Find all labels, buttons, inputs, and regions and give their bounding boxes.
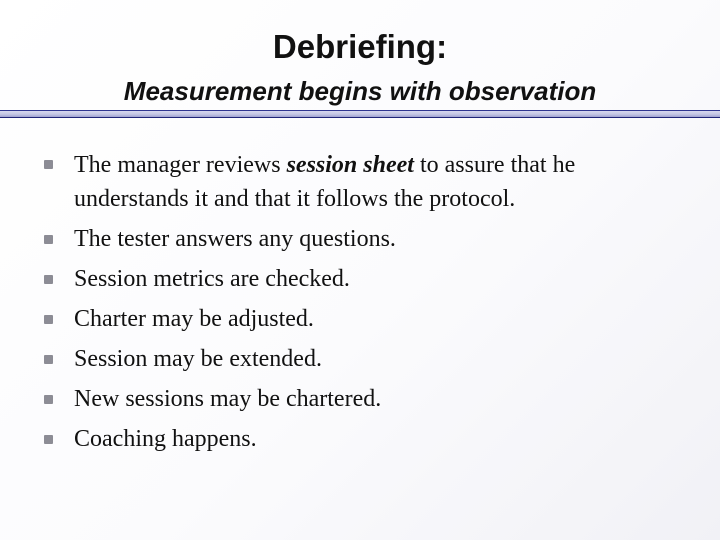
square-bullet-icon (44, 315, 53, 324)
square-bullet-icon (44, 275, 53, 284)
slide-subtitle: Measurement begins with observation (123, 76, 597, 106)
bullet-emphasis: session sheet (286, 152, 414, 178)
bullet-item (44, 379, 684, 419)
square-bullet-icon (44, 355, 53, 364)
title-divider (0, 110, 720, 118)
bullet-item (44, 339, 684, 379)
bullet-text: Session metrics are checked. (74, 266, 350, 292)
bullet-text: Session may be extended. (74, 346, 322, 372)
bullet-item (44, 145, 684, 219)
bullet-item (44, 419, 684, 459)
bullet-text: Charter may be adjusted. (74, 306, 314, 332)
bullet-item (44, 219, 684, 259)
bullet-item (44, 259, 684, 299)
bullet-item (44, 299, 684, 339)
slide-title: Debriefing: (272, 28, 448, 65)
square-bullet-icon (44, 435, 53, 444)
bullet-text: to assure that he understands it and that it follows the protocol. (74, 152, 576, 212)
square-bullet-icon (44, 160, 53, 169)
bullet-text: Coaching happens. (74, 426, 257, 452)
square-bullet-icon (44, 235, 53, 244)
bullet-list (44, 145, 684, 459)
bullet-text: The tester answers any questions. (74, 226, 396, 252)
bullet-text: The manager reviews (74, 152, 287, 178)
bullet-text: New sessions may be chartered. (74, 386, 382, 412)
square-bullet-icon (44, 395, 53, 404)
